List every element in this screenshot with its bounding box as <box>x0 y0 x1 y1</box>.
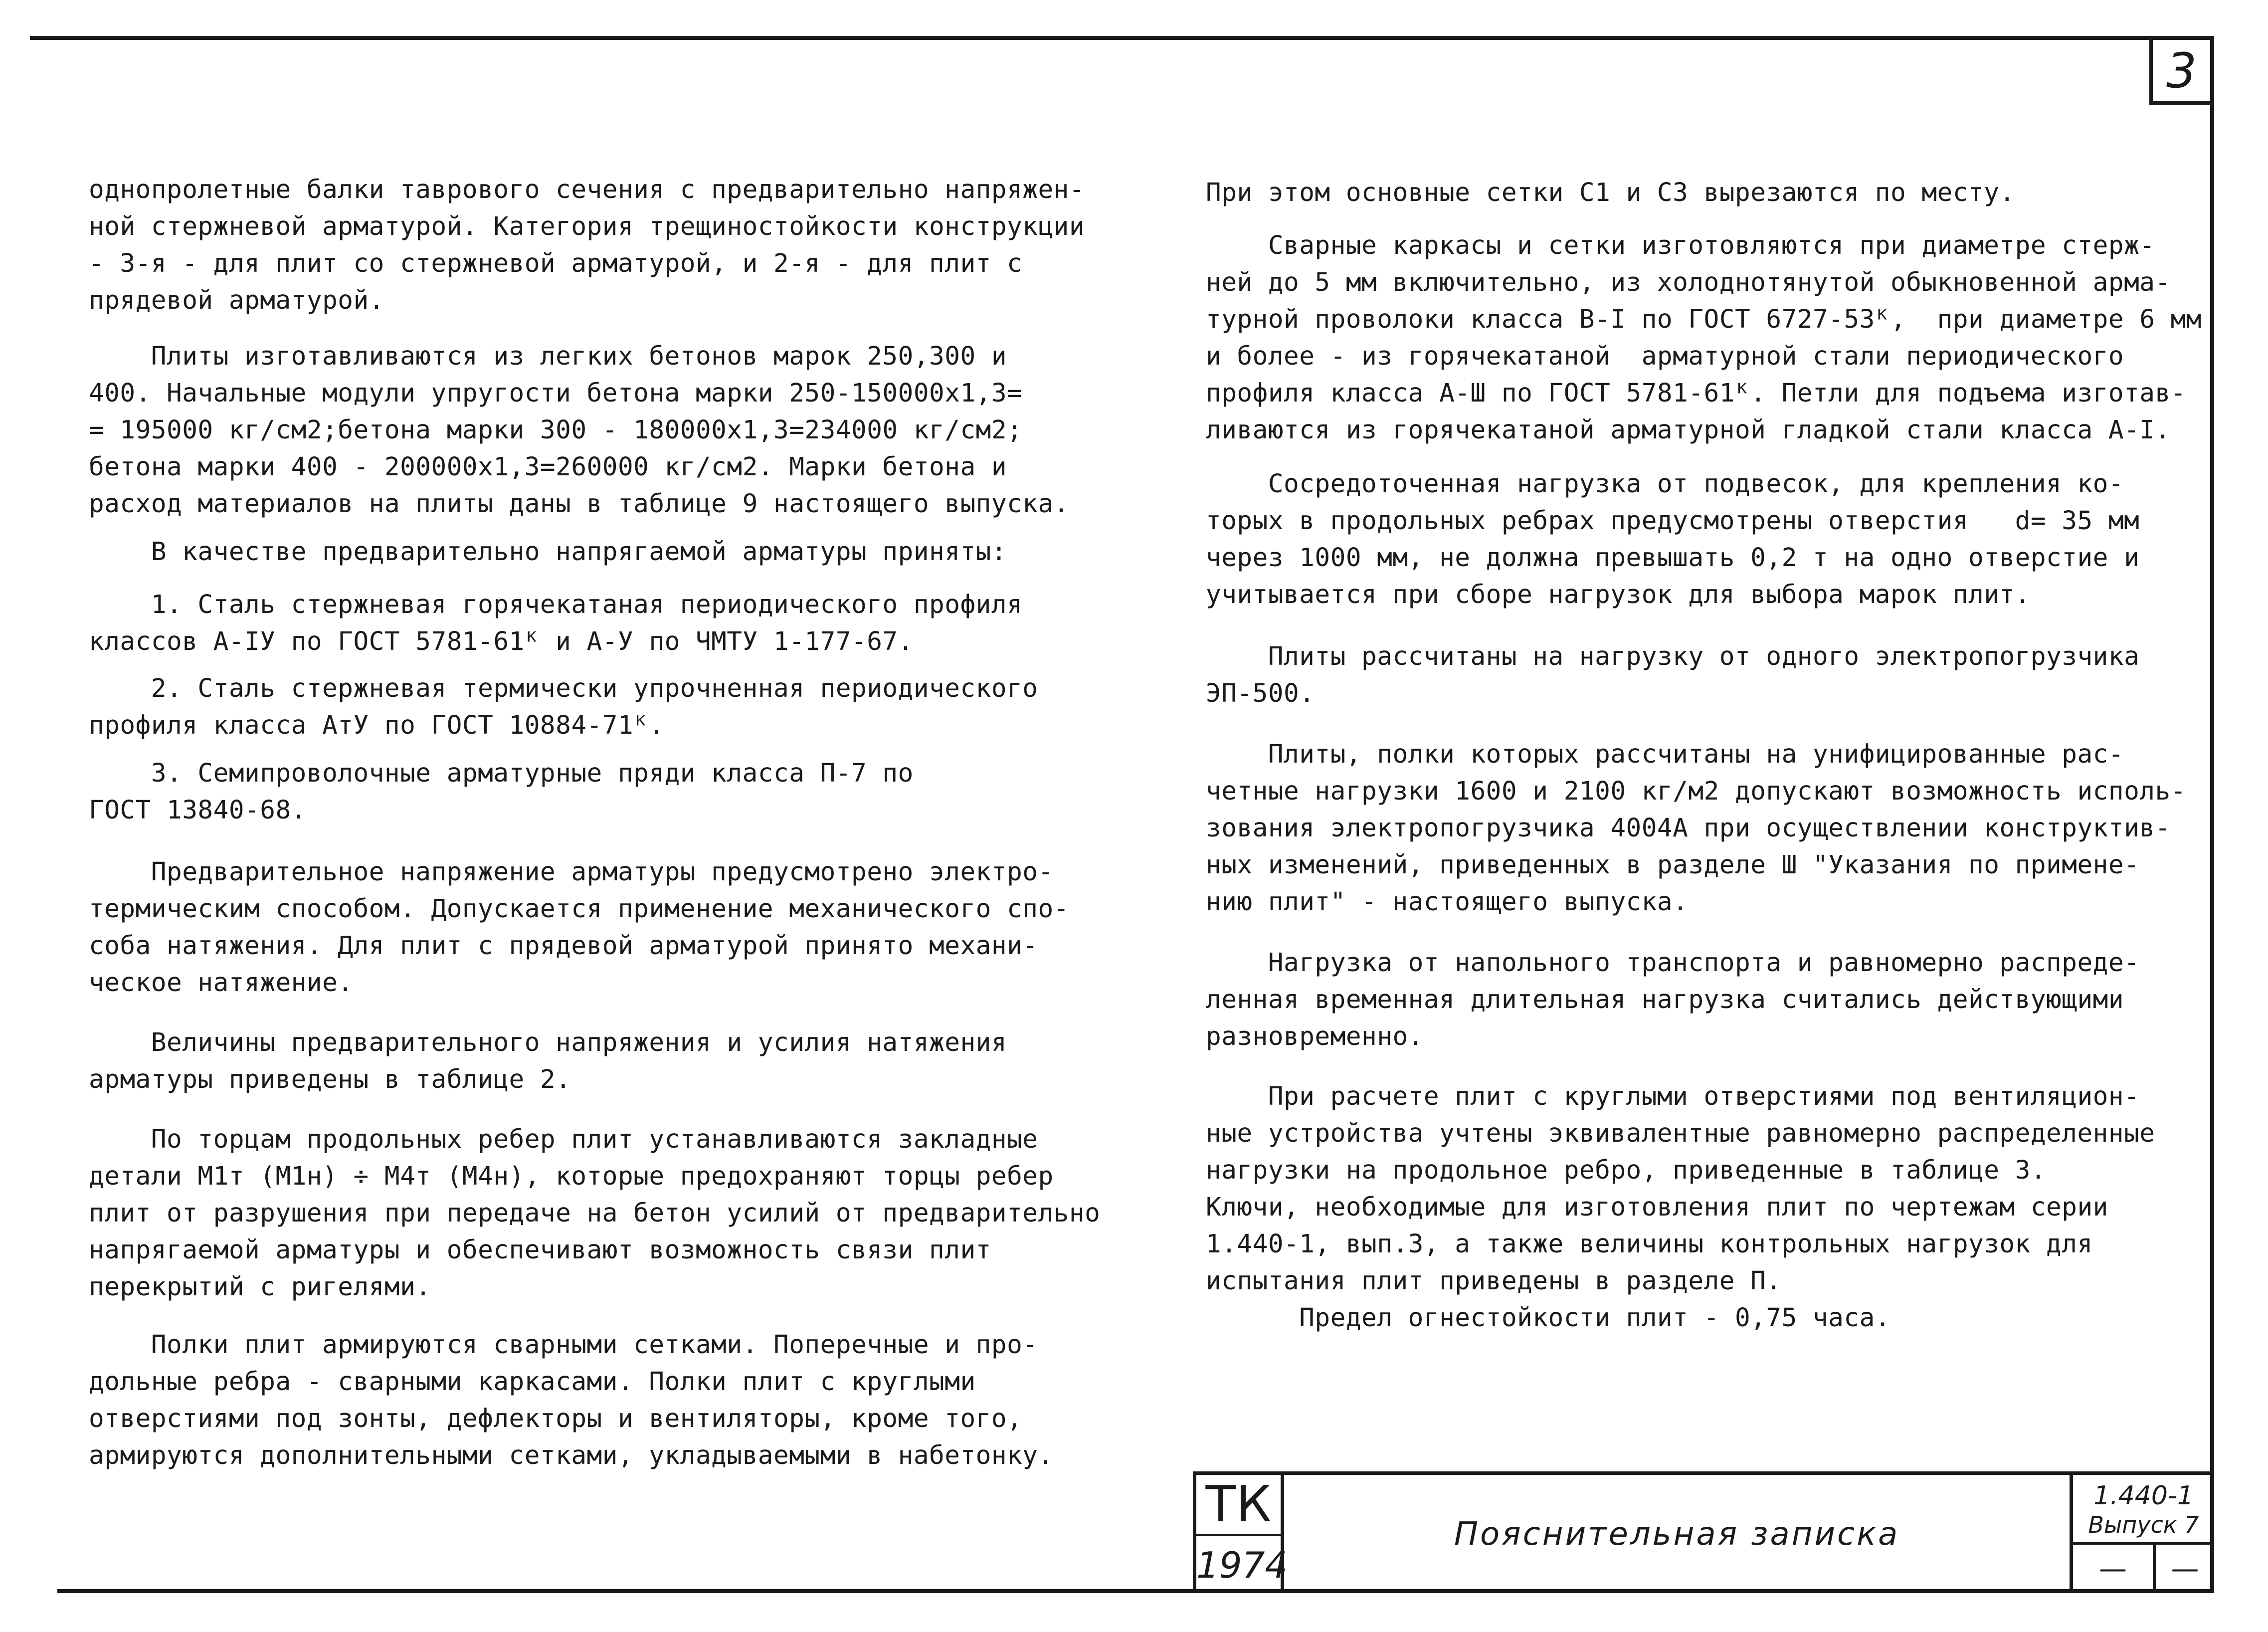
empty-cell-right: — <box>2171 1553 2199 1585</box>
paragraph: По торцам продольных ребер плит устанавливаются закладные детали М1т (М1н) ÷ М4т (М4н), которые предохраняют торцы ребер плит от разрушения при передаче на бетон усилий от предварительно напрягаемой арматуры и обеспечивают возможность связи плит перекрытий с ригелями. <box>89 1125 1101 1302</box>
year: 1974 <box>1196 1544 1288 1586</box>
series-code: 1.440-1 <box>2093 1481 2194 1511</box>
series-cell <box>2073 1475 2214 1593</box>
document-title: Пояснительная записка <box>1284 1475 2073 1593</box>
paragraph: Сварные каркасы и сетки изготовляются при диаметре стерж- ней до 5 мм включительно, из холоднотянутой обыкновенной арма- турной проволоки класса В-I по ГОСТ 6727-53ᴷ, при диаметре 6 мм и более - из горячекатаной арматурной стали периодического профиля класса А-Ш по ГОСТ 5781-61ᴷ. Петли для подъема изготав- ливаются из горячекатаной арматурной гладкой стали класса А-I. <box>1206 231 2202 445</box>
frame-right-line <box>2210 36 2214 1592</box>
paragraph: Величины предварительного напряжения и усилия натяжения арматуры приведены в таблице 2. <box>89 1028 1007 1094</box>
paragraph: 2. Сталь стержневая термически упрочненная периодического профиля класса АтУ по ГОСТ 10884-71ᴷ. <box>89 674 1038 740</box>
title-block <box>1193 1471 2214 1593</box>
paragraph: При расчете плит с круглыми отверстиями под вентиляцион- ные устройства учтены эквивалентные равномерно распределенные нагрузки на продольное ребро, приведенные в таблице 3. Ключи, необходимые для изготовления плит по чертежам серии 1.440-1, вып.3, а также величины контрольных нагрузок для испытания плит приведены в разделе П. <box>1206 1082 2155 1296</box>
paragraph: Плиты изготавливаются из легких бетонов марок 250,300 и 400. Начальные модули упругости бетона марки 250-150000х1,3= = 195000 кг/см2;бетона марки 300 - 180000х1,3=234000 кг/см2; бетона марки 400 - 200000х1,3=260000 кг/см2. Марки бетона и расход материалов на плиты даны в таблице 9 настоящего выпуска. <box>89 342 1069 519</box>
paragraph: Сосредоточенная нагрузка от подвесок, для крепления ко- торых в продольных ребрах предусмотрены отверстия d= 35 мм через 1000 мм, не должна превышать 0,2 т на одно отверстие и учитывается при сборе нагрузок для выбора марок плит. <box>1206 469 2140 610</box>
paragraph: Плиты, полки которых рассчитаны на унифицированные рас- четные нагрузки 1600 и 2100 кг/м2 допускают возможность исполь- зования электропогрузчика 4004А при осуществлении конструктив- ных изменений, приведенных в разделе Ш "Указания по примене- нию плит" - настоящего выпуска. <box>1206 740 2186 917</box>
paragraph: Предел огнестойкости плит - 0,75 часа. <box>1206 1303 1891 1333</box>
paragraph: однопролетные балки таврового сечения с предварительно напряжен- ной стержневой арматурой. Категория трещиностойкости конструкции - 3-я - для плит со стержневой арматурой, и 2-я - для плит с прядевой арматурой. <box>89 175 1085 315</box>
paragraph: Предварительное напряжение арматуры предусмотрено электро- термическим способом. Допускается применение механического спо- соба натяжения. Для плит с прядевой арматурой принято механи- ческое натяжение. <box>89 857 1069 998</box>
org-mark: ТК <box>1196 1475 1281 1536</box>
empty-cell-left: — <box>2099 1553 2127 1585</box>
org-cell <box>1196 1475 1288 1593</box>
frame-top-line <box>30 36 2214 40</box>
paragraph: При этом основные сетки С1 и С3 вырезаются по месту. <box>1206 178 2015 207</box>
paragraph: 3. Семипроволочные арматурные пряди класса П-7 по ГОСТ 13840-68. <box>89 759 914 825</box>
paragraph: Плиты рассчитаны на нагрузку от одного электропогрузчика ЭП-500. <box>1206 642 2140 708</box>
paragraph: 1. Сталь стержневая горячекатаная периодического профиля классов А-IУ по ГОСТ 5781-61ᴷ и А-У по ЧМТУ 1-177-67. <box>89 590 1023 656</box>
sheet-number: 3 <box>2149 40 2210 105</box>
paragraph: Полки плит армируются сварными сетками. Поперечные и про- дольные ребра - сварными каркасами. Полки плит с круглыми отверстиями под зонты, дефлекторы и вентиляторы, кроме того, армируются дополнительными сетками, укладываемыми в набетонку. <box>89 1330 1054 1470</box>
paragraph: Нагрузка от напольного транспорта и равномерно распреде- ленная временная длительная нагрузка считались действующими разновременно. <box>1206 948 2140 1051</box>
paragraph: В качестве предварительно напрягаемой арматуры приняты: <box>89 537 1007 567</box>
issue-label: Выпуск 7 <box>2088 1511 2199 1538</box>
